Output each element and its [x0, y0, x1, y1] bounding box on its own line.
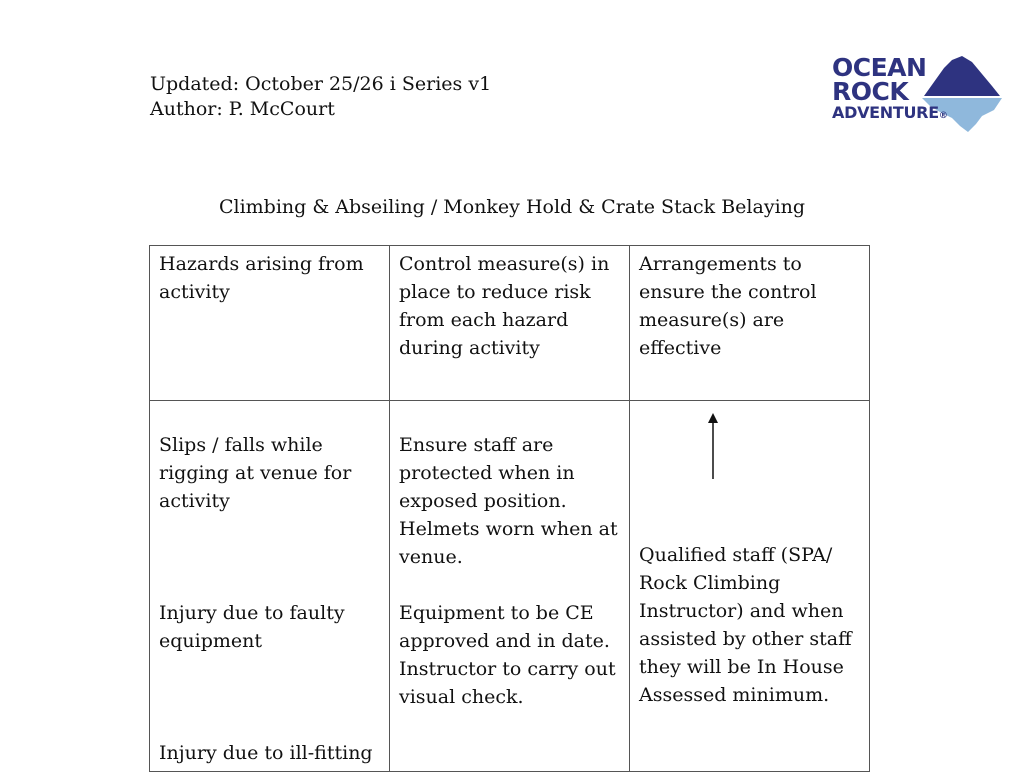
ocean-rock-adventure-logo — [830, 52, 1010, 134]
logo-line-ocean: OCEAN — [832, 53, 927, 82]
header-controls: Control measure(s) in place to reduce risk from each hazard during activity — [390, 246, 630, 401]
header-arrangements: Arrangements to ensure the control measure(s) are effective — [630, 246, 870, 401]
controls-cell — [390, 401, 630, 772]
risk-assessment-table — [149, 245, 870, 772]
table-row — [150, 401, 870, 772]
control-item: Ensure staff are protected when in exposed position. Helmets worn when at venue. — [399, 434, 618, 568]
hazard-item: Injury due to faulty equipment — [159, 602, 345, 652]
logo-wordmark — [832, 53, 948, 125]
document-meta — [150, 72, 491, 122]
document-title: Climbing & Abseiling / Monkey Hold & Crate Stack Belaying — [218, 196, 806, 218]
up-arrow-icon — [707, 413, 719, 487]
logo-line-rock: ROCK — [832, 77, 909, 106]
arrangement-item: Qualified staff (SPA/ Rock Climbing Instructor) and when assisted by other staff they will be In House Assessed minimum. — [639, 544, 852, 706]
header-hazards: Hazards arising from activity — [150, 246, 390, 401]
hazard-item: Slips / falls while rigging at venue for activity — [159, 434, 352, 512]
updated-line: Updated: October 25/26 i Series v1 — [150, 73, 492, 95]
logo-line-adventure: ADVENTURE® — [832, 103, 948, 122]
author-line: Author: P. McCourt — [150, 98, 335, 120]
control-item: Equipment to be CE approved and in date. Instructor to carry out visual check. — [399, 602, 616, 708]
arrangements-cell — [630, 401, 870, 772]
hazard-item: Injury due to ill-fitting — [159, 742, 373, 764]
hazards-cell — [150, 401, 390, 772]
table-header-row — [150, 246, 870, 401]
